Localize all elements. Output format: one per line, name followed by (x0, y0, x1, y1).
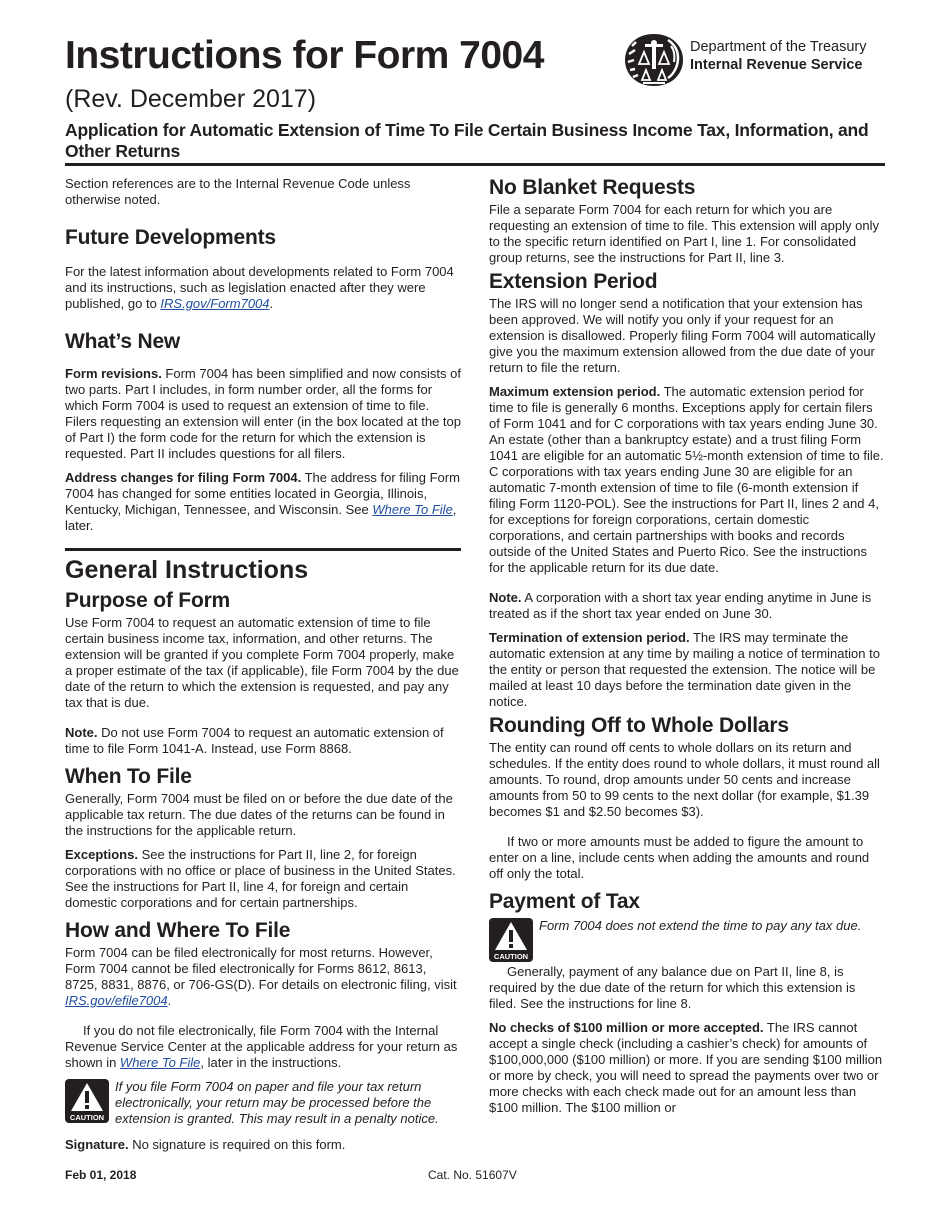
caution-box-payment (489, 918, 885, 962)
extension-period-text: The IRS will no longer send a notification that your extension has been approved. We will notify you only if your request for an extension is disallowed. Properly filing Form 7004 will automatically give you the maximum extension allowed from the due date of your return to file the return. (489, 296, 876, 375)
heading-future-developments: Future Developments (65, 226, 276, 249)
document-title: Instructions for Form 7004 (65, 34, 544, 77)
department-label: Department of the Treasury (690, 39, 867, 55)
agency-name (690, 38, 867, 74)
exceptions-paragraph: Exceptions. See the instructions for Part II, line 2, for foreign corporations with no office or place of business in the United States. See the instructions for Part II, line 4, for foreign and certain domestic corporations and for certain partnerships. (65, 847, 456, 910)
revision-date: (Rev. December 2017) (65, 85, 317, 113)
address-changes-label: Address changes for filing Form 7004. (65, 470, 302, 485)
max-extension-label: Maximum extension period. (489, 384, 661, 399)
payment-text: Generally, payment of any balance due on Part II, line 8, is required by the due date of the return for which this extension is filed. See the instructions for line 8. (489, 964, 856, 1011)
caution-icon (489, 918, 533, 962)
caution-box-paper-filing (65, 1079, 461, 1127)
caution-icon (65, 1079, 109, 1123)
heading-payment-of-tax: Payment of Tax (489, 890, 640, 913)
address-changes-paragraph: Address changes for filing Form 7004. The address for filing Form 7004 has changed for some entities located in Georgia, Illinois, Kentucky, Michigan, Tennessee, and Wisconsin. See Where To File, later. (65, 470, 460, 533)
footer-catalog-number: Cat. No. 51607V (428, 1168, 517, 1182)
blanket-requests-text: File a separate Form 7004 for each return for which you are requesting an extension of time to file. This extension will apply only to the specific return identified on Part I, line 1. For consolidated group returns, see the instructions for Part II, line 3. (489, 202, 879, 265)
form-revisions-label: Form revisions. (65, 366, 162, 381)
general-instructions-divider (65, 548, 461, 551)
exceptions-label: Exceptions. (65, 847, 138, 862)
future-developments-text: For the latest information about developments related to Form 7004 and its instructions, such as legislation enacted after they were published, go to IRS.gov/Form7004. (65, 264, 454, 311)
right-column (489, 176, 885, 1124)
max-extension-paragraph: Maximum extension period. The automatic extension period for time to file is generally 6 months. Exceptions apply for certain filers of Form 1041 and for C corporations with tax years ending June 30. An estate (other than a bankruptcy estate) and a trust filing Form 1041 are eligible for an automatic 5½-month extension of time to file. C corporations with tax years ending June 30 are eligible for an automatic 7-month extension of time to file (6-month extension if filing Form 1120-POL). See the instructions for Part II, lines 2 and 4, for exceptions for foreign corporations, certain domestic corporations, and certain partnerships with books and records outside of the United States and Puerto Rico. See the instructions for the applicable return for its due date. (489, 384, 884, 575)
section-references-note: Section references are to the Internal Revenue Code unless otherwise noted. (65, 176, 411, 207)
irs-label: Internal Revenue Service (690, 57, 863, 73)
link-where-to-file[interactable]: Where To File (372, 502, 453, 517)
svg-text:CAUTION: CAUTION (69, 1113, 105, 1122)
rounding-text-2: If two or more amounts must be added to figure the amount to enter on a line, include cents when adding the amounts and round off only the total. (489, 834, 870, 881)
svg-text:CAUTION: CAUTION (493, 952, 529, 961)
no-checks-label: No checks of $100 million or more accepted. (489, 1020, 764, 1035)
heading-no-blanket-requests: No Blanket Requests (489, 176, 696, 199)
caution-text: If you file Form 7004 on paper and file your tax return electronically, your return may be processed before the extension is granted. This may result in a penalty notice. (115, 1079, 439, 1126)
link-where-to-file-2[interactable]: Where To File (119, 1055, 201, 1070)
purpose-text: Use Form 7004 to request an automatic extension of time to file certain business income tax, information, and other returns. The extension will be granted if you complete Form 7004 properly, make a proper estimate of the tax (if applicable), file Form 7004 by the due date of the return to which the extension is requested, and pay any tax that is due. (65, 615, 459, 710)
note-label-2: Note. (489, 590, 522, 605)
note-label: Note. (65, 725, 98, 740)
caution-text: Form 7004 does not extend the time to pay any tax due. (539, 918, 862, 933)
link-irs-form7004[interactable]: IRS.gov/Form7004 (160, 296, 270, 311)
signature-paragraph: Signature. No signature is required on this form. (65, 1137, 346, 1152)
left-column (65, 176, 461, 1161)
header-divider (65, 163, 885, 166)
heading-extension-period: Extension Period (489, 270, 658, 293)
when-to-file-text: Generally, Form 7004 must be filed on or before the due date of the applicable tax return. The due dates of the returns can be found in the instructions for the applicable return. (65, 791, 453, 838)
termination-paragraph: Termination of extension period. The IRS may terminate the automatic extension at any time by mailing a notice of termination to the entity or person that requested the extension. The notice will be mailed at least 10 days before the termination date given in the notice. (489, 630, 880, 709)
signature-label: Signature. (65, 1137, 129, 1152)
heading-purpose-of-form: Purpose of Form (65, 589, 231, 612)
no-checks-paragraph: No checks of $100 million or more accepted. The IRS cannot accept a single check (including a cashier’s check) for amounts of $100,000,000 ($100 million) or more. If you are sending $100 million or more by check, you will need to spread the payments over two or more checks with each check made out for an amount less than $100 million. The $100 million or (489, 1020, 883, 1115)
rounding-text-1: The entity can round off cents to whole dollars on its return and schedules. If the entity does round to whole dollars, it must round all amounts. To round, drop amounts under 50 cents and increase amounts from 50 to 99 cents to the next dollar (for example, $1.39 becomes $1 and $2.50 becomes $3). (489, 740, 880, 819)
link-irs-efile7004[interactable]: IRS.gov/efile7004 (65, 993, 168, 1008)
heading-how-and-where-to-file: How and Where To File (65, 919, 291, 942)
heading-rounding-off: Rounding Off to Whole Dollars (489, 714, 789, 737)
termination-label: Termination of extension period. (489, 630, 690, 645)
short-tax-year-note: Note. A corporation with a short tax year ending anytime in June is treated as if the short tax year ended on June 30. (489, 590, 872, 621)
footer-date: Feb 01, 2018 (65, 1168, 137, 1182)
fraction-half: ½ (692, 448, 703, 463)
heading-when-to-file: When To File (65, 765, 192, 788)
form-subtitle: Application for Automatic Extension of Time To File Certain Business Income Tax, Information, and Other Returns (65, 120, 869, 161)
heading-general-instructions: General Instructions (65, 556, 309, 584)
paper-filing-paragraph: If you do not file electronically, file Form 7004 with the Internal Revenue Service Center at the applicable address for your return as shown in Where To File, later in the instructions. (65, 1023, 458, 1070)
heading-whats-new: What’s New (65, 330, 181, 353)
purpose-note: Note. Do not use Form 7004 to request an automatic extension of time to file Form 1041-A. Instead, use Form 8868. (65, 725, 444, 756)
efile-paragraph: Form 7004 can be filed electronically for most returns. However, Form 7004 cannot be filed electronically for Forms 8612, 8613, 8725, 8831, 8876, or 706-GS(D). For details on electronic filing, visit IRS.gov/efile7004. (65, 945, 457, 1008)
form-revisions-paragraph: Form revisions. Form 7004 has been simplified and now consists of two parts. Part I includes, in form number order, all the forms for which Form 7004 is used to request an extension of time to file. Filers requesting an extension will enter (in the box located at the top of Part I) the form code for the return for which the extension is requested. Part II includes questions for all filers. (65, 366, 462, 461)
irs-eagle-logo-icon (622, 32, 686, 88)
